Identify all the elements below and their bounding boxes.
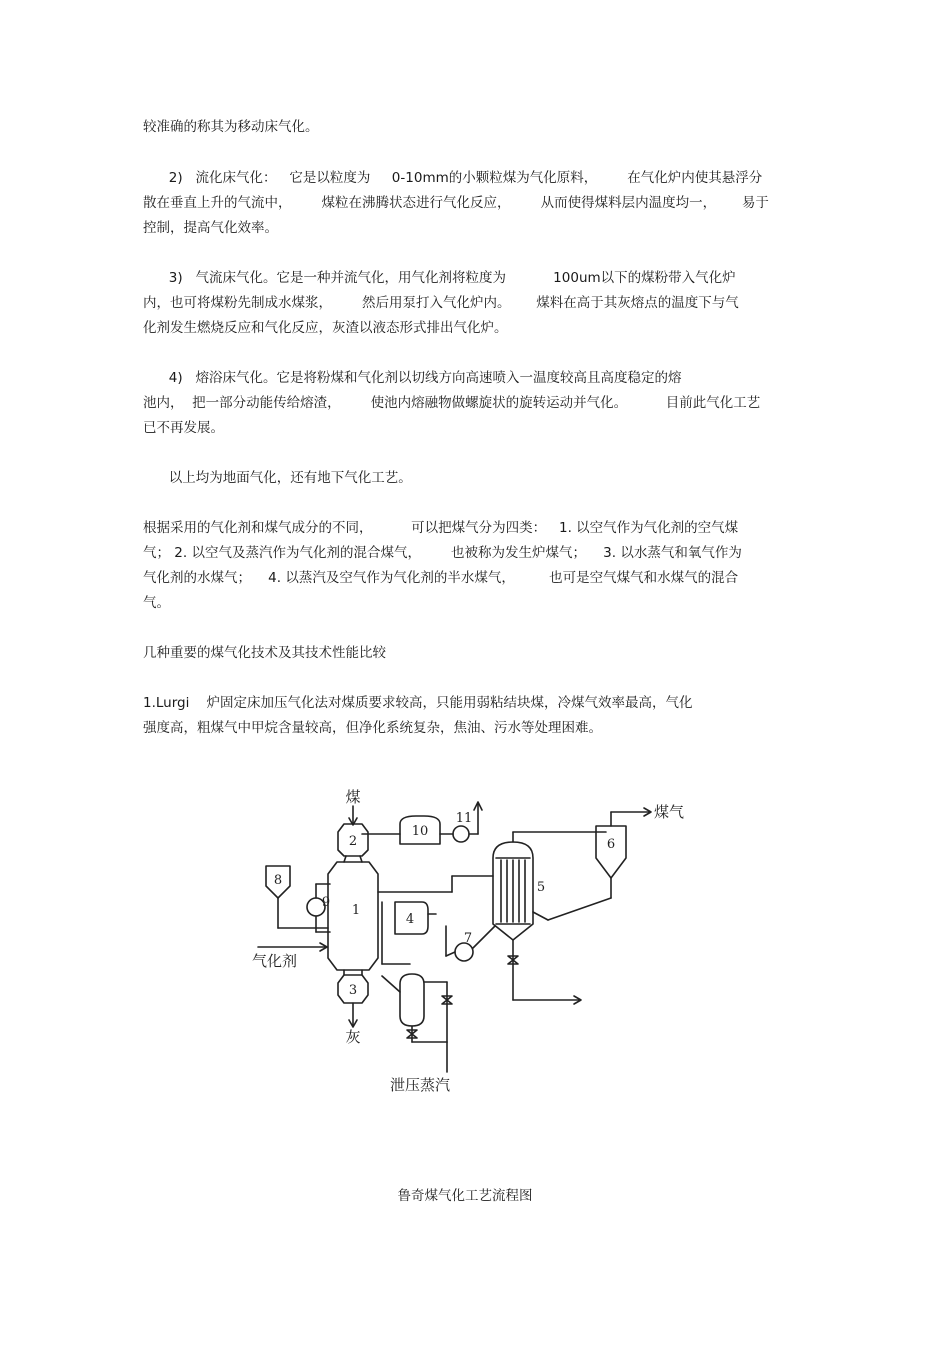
text-line: 1.Lurgi 炉固定床加压气化法对煤质要求较高，只能用弱粘结块煤，冷煤气效率最高，气化 (143, 695, 693, 711)
unit-label-9: 9 (321, 895, 331, 910)
ash-outlet-label: 灰 (345, 1028, 361, 1046)
unit-label-1: 1 (351, 903, 361, 918)
text-line: 3) 气流床气化。它是一种并流气化，用气化剂将粒度为 100um以下的煤粉带入气化炉 (143, 270, 736, 286)
unit-label-3: 3 (348, 983, 358, 998)
text-line: 气。 (143, 595, 170, 611)
text-line: 气； 2. 以空气及蒸汽作为气化剂的混合煤气， 也被称为发生炉煤气； 3. 以水蒸气和氧气作为 (143, 545, 742, 561)
text-line: 内，也可将煤粉先制成水煤浆， 然后用泵打入气化炉内。 煤料在高于其灰熔点的温度下与气 (143, 295, 739, 311)
section-heading: 几种重要的煤气化技术及其技术性能比较 (143, 645, 386, 661)
unit-label-2: 2 (348, 834, 358, 849)
coal-inlet-label: 煤 (345, 788, 361, 806)
text-line: 强度高，粗煤气中甲烷含量较高，但净化系统复杂，焦油、污水等处理困难。 (143, 720, 602, 736)
gas-outlet-label: 煤气 (654, 803, 685, 821)
lurgi-process-flow-diagram (240, 780, 700, 1100)
unit-label-5: 5 (536, 880, 546, 895)
steam-outlet-label: 泄压蒸汽 (389, 1076, 451, 1094)
text-line: 散在垂直上升的气流中， 煤粒在沸腾状态进行气化反应， 从而使得煤料层内温度均一， 易于 (143, 195, 769, 211)
text-line: 化剂发生燃烧反应和气化反应，灰渣以液态形式排出气化炉。 (143, 320, 508, 336)
text-line: 控制，提高气化效率。 (143, 220, 278, 236)
figure-caption: 鲁奇煤气化工艺流程图 (397, 1188, 533, 1204)
text-line: 已不再发展。 (143, 420, 224, 436)
agent-inlet-label: 气化剂 (252, 952, 298, 970)
text-line: 较准确的称其为移动床气化。 (143, 119, 319, 135)
unit-label-6: 6 (606, 837, 616, 852)
unit-label-8: 8 (273, 873, 283, 888)
unit-label-4: 4 (405, 912, 415, 927)
unit-label-11: 11 (455, 811, 473, 826)
text-line: 以上均为地面气化，还有地下气化工艺。 (143, 470, 412, 486)
text-line: 气化剂的水煤气； 4. 以蒸汽及空气作为气化剂的半水煤气， 也可是空气煤气和水煤气的混合 (143, 570, 739, 586)
unit-label-10: 10 (411, 824, 429, 839)
text-line: 池内， 把一部分动能传给熔渣， 使池内熔融物做螺旋状的旋转运动并气化。 目前此气化工艺 (143, 395, 761, 411)
text-line: 2) 流化床气化： 它是以粒度为 0-10mm的小颗粒煤为气化原料， 在气化炉内使其悬浮分 (143, 170, 763, 186)
unit-label-7: 7 (463, 931, 473, 946)
text-line: 根据采用的气化剂和煤气成分的不同， 可以把煤气分为四类： 1. 以空气作为气化剂的空气煤 (143, 520, 739, 536)
text-line: 4) 熔浴床气化。它是将粉煤和气化剂以切线方向高速喷入一温度较高且高度稳定的熔 (143, 370, 682, 386)
